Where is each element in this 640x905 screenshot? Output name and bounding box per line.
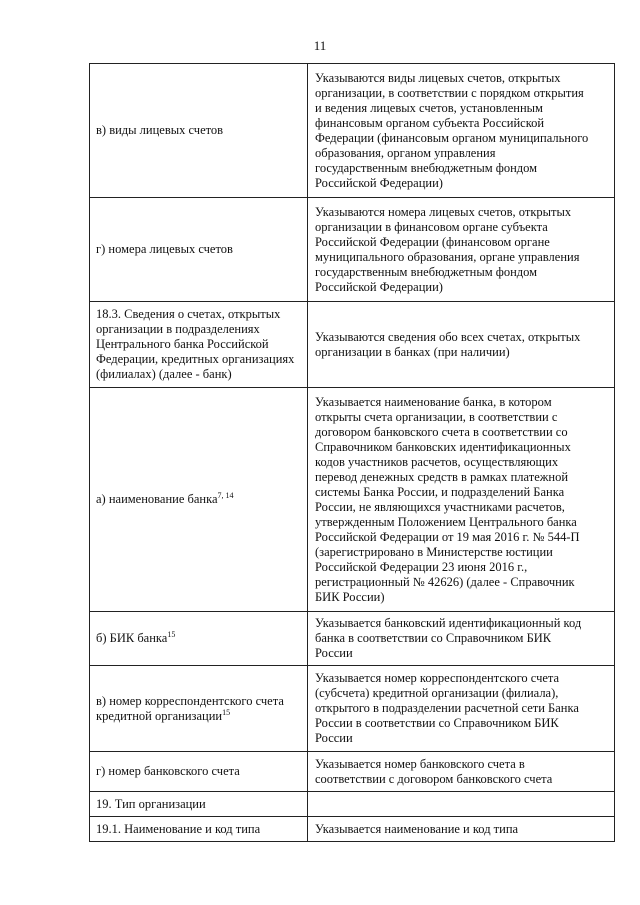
field-description-cell: Указывается банковский идентификационный код банка в соответствии со Справочником БИК России [308,612,615,666]
field-name-cell: г) номер банковского счета [90,752,308,792]
table-row [90,198,615,302]
field-name-cell: 19. Тип организации [90,792,308,817]
field-name-cell: г) номера лицевых счетов [90,198,308,302]
field-description-cell [308,792,615,817]
field-description-cell: Указывается наименование и код типа [308,817,615,842]
footnote-ref: 15 [167,629,176,639]
page-number: 11 [313,38,327,53]
field-description-cell: Указываются сведения обо всех счетах, открытых организации в банках (при наличии) [308,302,615,388]
field-name-cell: 19.1. Наименование и код типа [90,817,308,842]
table-row [90,64,615,198]
field-name-cell: а) наименование банка$^{7, 14}$ [90,388,308,612]
table-row [90,817,615,842]
footnote-ref: 7, 14 [217,490,234,500]
field-description-cell: Указывается номер банковского счета в соответствии с договором банковского счета [308,752,615,792]
requirements-table [89,63,615,842]
table-row [90,792,615,817]
field-description-cell: Указываются номера лицевых счетов, открытых организации в финансовом органе субъекта Российской Федерации (финансовом органе муниципального образования, органе управления государственным внебюджетным фондом Российской Федерации) [308,198,615,302]
field-name-cell: б) БИК банка$^{15}$ [90,612,308,666]
field-name-cell: в) номер корреспондентского счета кредитной организации$^{15}$ [90,666,308,752]
field-name-cell: 18.3. Сведения о счетах, открытых организации в подразделениях Центрального банка Российской Федерации, кредитных организациях (филиалах) (далее - банк) [90,302,308,388]
footnote-ref: 15 [222,707,231,717]
table-row [90,388,615,612]
table-row [90,302,615,388]
field-name-cell: в) виды лицевых счетов [90,64,308,198]
field-description-cell: Указываются виды лицевых счетов, открытых организации, в соответствии с порядком открытия и ведения лицевых счетов, установленным финансовым органом субъекта Российской Федерации (финансовым органом муниципального образования, органом управления государственным внебюджетным фондом Российской Федерации) [308,64,615,198]
table-row [90,752,615,792]
table-row [90,612,615,666]
field-description-cell: Указывается наименование банка, в котором открыты счета организации, в соответствии с договором банковского счета в соответствии со Справочником банковских идентификационных кодов участников расчетов, осуществляющих перевод денежных средств в рамках платежной системы Банка России, и подразделений Банка России, не являющихся участниками расчетов, утвержденным Положением Центрального банка Российской Федерации от 19 мая 2016 г. № 544-П (зарегистрировано в Министерстве юстиции Российской Федерации 23 июня 2016 г., регистрационный № 42626) (далее - Справочник БИК России) [308,388,615,612]
table-row [90,666,615,752]
field-description-cell: Указывается номер корреспондентского счета (субсчета) кредитной организации (филиала), открытого в подразделении расчетной сети Банка России в соответствии со Справочником БИК России [308,666,615,752]
